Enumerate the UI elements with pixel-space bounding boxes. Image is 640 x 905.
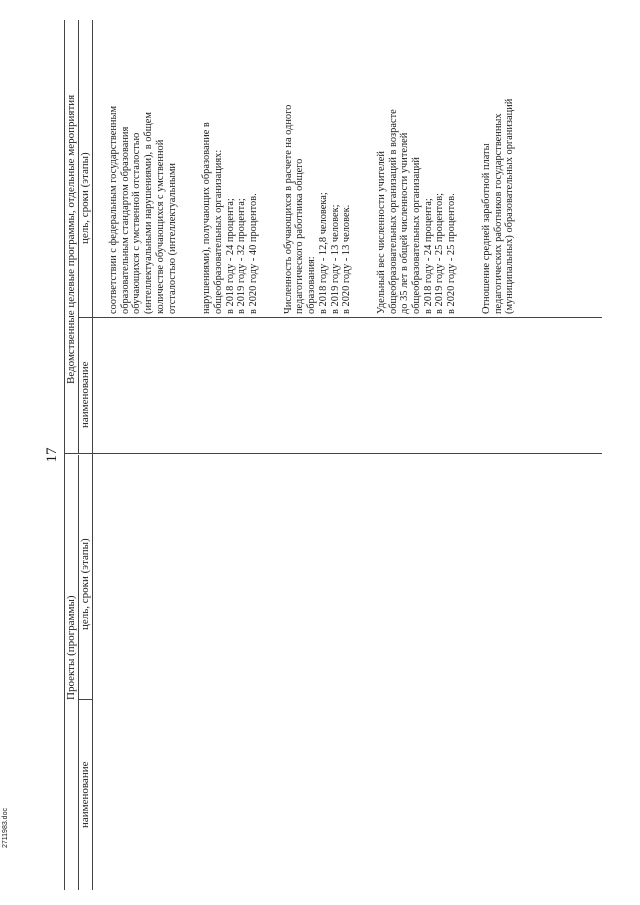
file-identifier: 2711983.doc xyxy=(2,808,9,848)
goal-line: в 2019 году - 13 человек; xyxy=(329,204,341,314)
divider-left-sub xyxy=(79,699,93,700)
goal-line: нарушениями), получающих образование в xyxy=(201,122,213,314)
programs-table xyxy=(64,20,602,890)
goal-line: в 2018 году - 24 процента; xyxy=(422,198,434,314)
header-departmental: Ведомственные целевые программы, отдельные мероприятия xyxy=(65,94,77,384)
goal-line: до 35 лет в общей численности учителей xyxy=(399,132,411,314)
goal-line: в 2020 году - 25 процентов. xyxy=(446,193,458,314)
header-left-goal: цель, сроки (этапы) xyxy=(79,538,91,630)
header-projects: Проекты (программы) xyxy=(65,595,77,700)
goal-line: (интеллектуальными нарушениями), в общем xyxy=(143,112,155,314)
header-right-goal: цель, сроки (этапы) xyxy=(79,152,91,244)
goal-line: количестве обучающихся с умственной xyxy=(154,139,166,314)
goal-line: в 2018 году - 24 процента; xyxy=(224,198,236,314)
goal-line: в 2019 году - 25 процентов; xyxy=(434,193,446,314)
goal-column xyxy=(108,20,539,314)
goal-block-3 xyxy=(283,20,353,314)
divider-right-sub xyxy=(79,317,602,318)
goal-line: обучающихся с умственной отсталостью xyxy=(131,132,143,314)
goal-line: педагогических работников государственных xyxy=(492,113,504,314)
goal-line: соответствии с федеральным государственным xyxy=(108,105,119,314)
page-number: 17 xyxy=(44,447,60,463)
goal-line: Численность обучающихся в расчете на одного xyxy=(282,104,294,314)
header-bottom-rule xyxy=(92,20,93,890)
header-left-name: наименование xyxy=(79,761,91,828)
goal-line: в 2020 году - 13 человек. xyxy=(341,204,353,314)
goal-line: в 2019 году - 32 процента; xyxy=(236,198,248,314)
goal-line: Удельный вес численности учителей xyxy=(375,151,387,314)
goal-line: в 2018 году - 12,8 человека; xyxy=(317,192,329,314)
goal-line: общеобразовательных организациях: xyxy=(212,149,224,314)
goal-block-2 xyxy=(201,20,260,314)
goal-line: общеобразовательных организаций xyxy=(411,157,423,314)
goal-line: образовательным стандартом образования xyxy=(119,126,131,314)
goal-line: (муниципальных) образовательных организаций xyxy=(504,98,516,314)
header-right-name: наименование xyxy=(79,361,91,428)
goal-line: образования: xyxy=(306,256,318,314)
goal-block-4 xyxy=(376,20,458,314)
goal-line: педагогического работника общего xyxy=(294,158,306,314)
goal-block-5 xyxy=(481,20,516,314)
goal-line: общеобразовательных организаций в возрасте xyxy=(387,109,399,314)
divider-group xyxy=(64,453,602,454)
rotated-page xyxy=(42,20,602,890)
goal-block-1 xyxy=(108,20,178,314)
goal-line: в 2020 году - 40 процентов. xyxy=(248,193,260,314)
goal-line: Отношение средней заработной платы xyxy=(480,143,492,314)
goal-line: отсталостью (интеллектуальными xyxy=(166,163,178,314)
